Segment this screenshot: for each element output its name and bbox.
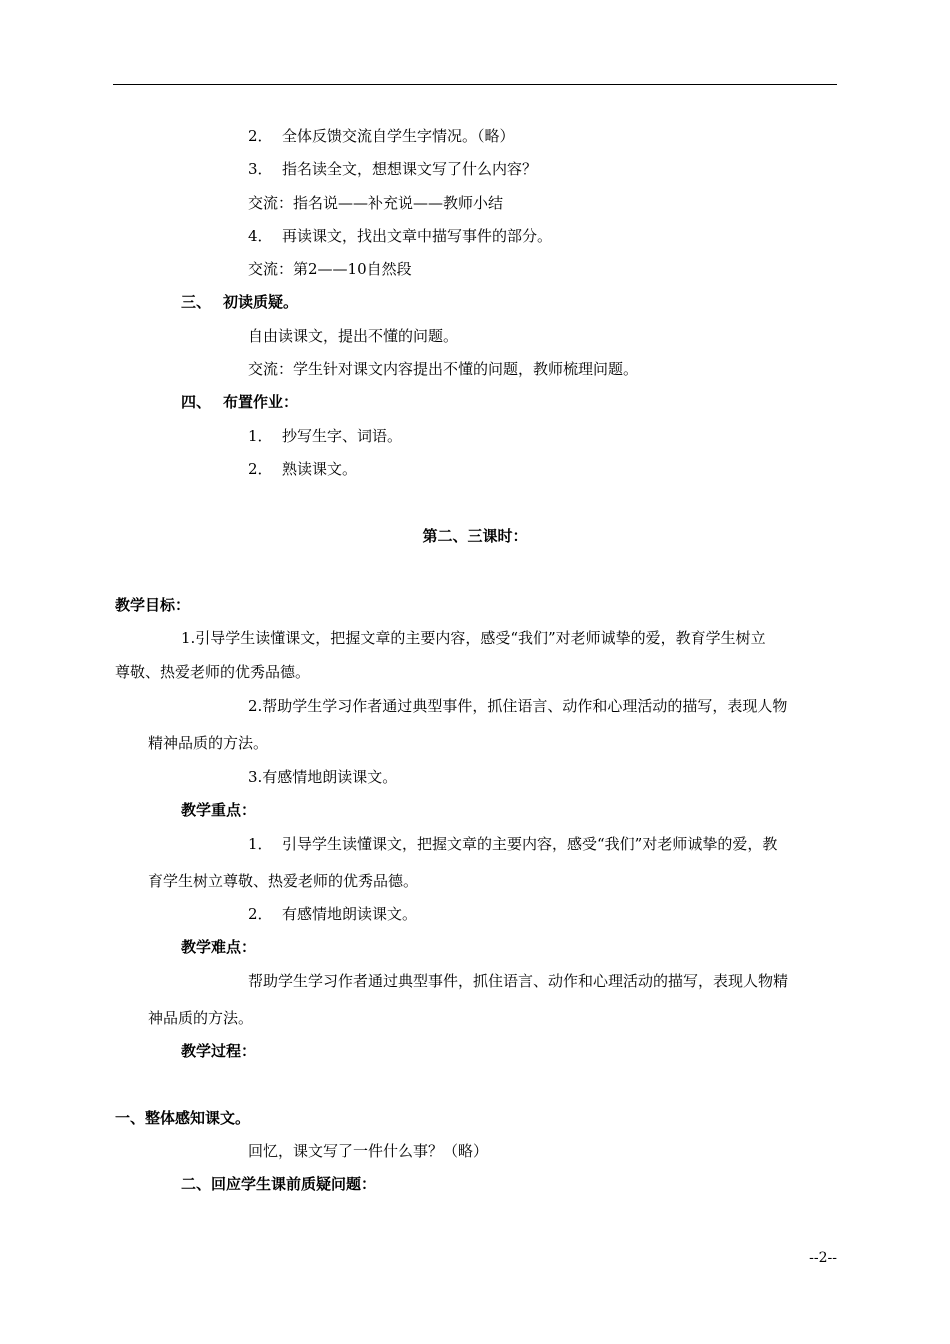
list-text: 抄写生字、词语。 xyxy=(282,427,403,445)
list-item xyxy=(248,126,515,146)
list-text: 再读课文，找出文章中描写事件的部分。 xyxy=(282,227,553,245)
paragraph: 交流：学生针对课文内容提出不懂的问题，教师梳理问题。 xyxy=(248,360,639,378)
list-number: 3． xyxy=(248,160,273,178)
header-rule xyxy=(113,84,837,85)
list-number: 1． xyxy=(248,835,273,853)
section-title: 初读质疑。 xyxy=(223,293,299,311)
list-item xyxy=(248,459,357,479)
list-number: 2． xyxy=(248,460,273,478)
section-heading xyxy=(181,292,298,312)
paragraph: 帮助学生学习作者通过典型事件，抓住语言、动作和心理活动的描写，表现人物精 xyxy=(248,972,789,990)
paragraph: 育学生树立尊敬、热爱老师的优秀品德。 xyxy=(148,872,419,890)
paragraph: 2.帮助学生学习作者通过典型事件，抓住语言、动作和心理活动的描写，表现人物 xyxy=(248,697,788,715)
paragraph: 回忆，课文写了一件什么事？（略） xyxy=(248,1142,489,1160)
paragraph: 交流：第2——10自然段 xyxy=(248,260,412,278)
objectives-label: 教学目标： xyxy=(115,596,191,614)
paragraph: 1.引导学生读懂课文，把握文章的主要内容，感受“我们”对老师诚挚的爱，教育学生树立 xyxy=(181,629,766,647)
paragraph: 精神品质的方法。 xyxy=(148,734,269,752)
list-number: 1． xyxy=(248,427,273,445)
paragraph: 自由读课文，提出不懂的问题。 xyxy=(248,327,459,345)
list-item xyxy=(248,834,777,854)
difficulties-label: 教学难点： xyxy=(181,938,257,956)
list-text: 全体反馈交流自学生字情况。（略） xyxy=(282,127,515,145)
list-number: 4． xyxy=(248,227,273,245)
lesson-heading: 第二、三课时： xyxy=(422,527,528,545)
list-text: 有感情地朗读课文。 xyxy=(282,905,418,923)
list-item xyxy=(248,426,402,446)
list-item xyxy=(248,226,552,246)
list-text: 引导学生读懂课文，把握文章的主要内容，感受“我们”对老师诚挚的爱，教 xyxy=(282,835,778,853)
section-heading xyxy=(181,392,298,412)
section-number: 三、 xyxy=(181,293,212,311)
step-heading: 二、回应学生课前质疑问题： xyxy=(181,1175,377,1193)
paragraph: 3.有感情地朗读课文。 xyxy=(248,768,398,786)
list-item xyxy=(248,904,417,924)
list-number: 2． xyxy=(248,905,273,923)
step-heading: 一、整体感知课文。 xyxy=(115,1109,251,1127)
page-number: --2-- xyxy=(809,1250,837,1266)
paragraph: 尊敬、热爱老师的优秀品德。 xyxy=(115,663,311,681)
paragraph: 交流：指名说——补充说——教师小结 xyxy=(248,194,504,212)
section-title: 布置作业： xyxy=(223,393,299,411)
list-text: 指名读全文，想想课文写了什么内容？ xyxy=(282,160,538,178)
process-label: 教学过程： xyxy=(181,1042,257,1060)
list-number: 2． xyxy=(248,127,273,145)
list-item xyxy=(248,159,537,179)
list-text: 熟读课文。 xyxy=(282,460,358,478)
section-number: 四、 xyxy=(181,393,212,411)
paragraph: 神品质的方法。 xyxy=(148,1009,254,1027)
key-points-label: 教学重点： xyxy=(181,801,257,819)
